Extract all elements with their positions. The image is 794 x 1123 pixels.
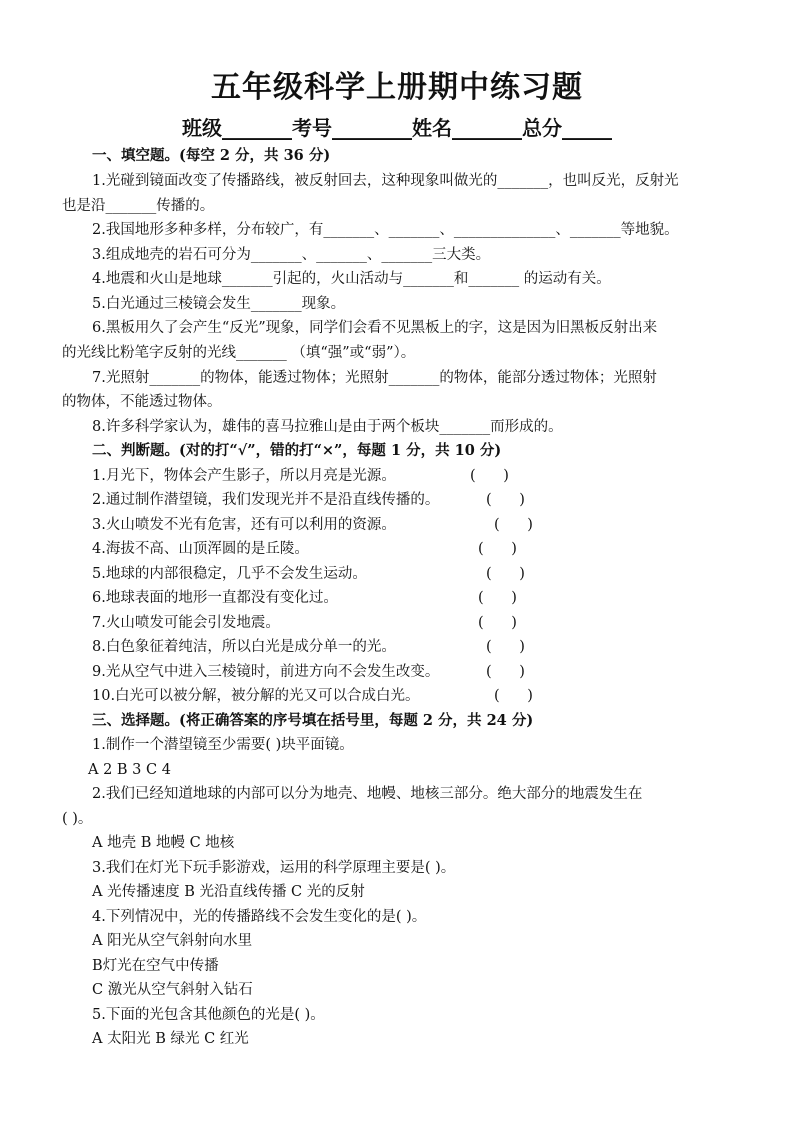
fill-question-line: 8.许多科学家认为，雄伟的喜马拉雅山是由于两个板块_______而形成的。	[92, 419, 563, 435]
judge-question-text: 4.海拔不高、山顶浑圆的是丘陵。	[92, 541, 309, 557]
fill-question-line: 也是沿_______传播的。	[62, 198, 215, 214]
fill-question-line: 7.光照射_______的物体，能透过物体；光照射_______的物体，能部分透过物体；光照射	[92, 370, 657, 386]
answer-blank: ( )	[478, 615, 517, 631]
judge-question-text: 2.通过制作潜望镜，我们发现光并不是沿直线传播的。	[92, 492, 440, 508]
judge-question-text: 6.地球表面的地形一直都没有变化过。	[92, 590, 338, 606]
choice-options-line: A 2 B 3 C 4	[88, 762, 171, 778]
choice-option-line: B灯光在空气中传播	[92, 958, 219, 974]
fill-question-line: 的物体，不能透过物体。	[62, 394, 222, 410]
answer-blank: ( )	[486, 639, 525, 655]
judge-question-text: 1.月光下，物体会产生影子，所以月亮是光源。	[92, 468, 396, 484]
page-title: 五年级科学上册期中练习题	[211, 70, 583, 105]
fill-question-line: 3.组成地壳的岩石可分为_______、_______、_______三大类。	[92, 247, 491, 263]
fill-question-line: 的光线比粉笔字反射的光线_______ （填“强”或“弱”）。	[62, 345, 416, 361]
choice-question-line: 4.下列情况中，光的传播路线不会发生变化的是( )。	[92, 909, 427, 925]
choice-options-line: A 太阳光 B 绿光 C 红光	[92, 1031, 249, 1047]
choice-option-line: A 阳光从空气斜射向水里	[92, 933, 253, 949]
judge-question-text: 9.光从空气中进入三棱镜时，前进方向不会发生改变。	[92, 664, 440, 680]
choice-options-line: A 光传播速度 B 光沿直线传播 C 光的反射	[92, 884, 365, 900]
fill-question-line: 6.黑板用久了会产生“反光”现象，同学们会看不见黑板上的字，这是因为旧黑板反射出来	[92, 320, 658, 336]
student-info-line: 班级_______考号________姓名_______总分_____	[182, 116, 612, 140]
judge-question-text: 5.地球的内部很稳定，几乎不会发生运动。	[92, 566, 367, 582]
judge-question-text: 3.火山喷发不光有危害，还有可以利用的资源。	[92, 517, 396, 533]
section-3-heading: 三、选择题。(将正确答案的序号填在括号里，每题 2 分，共 24 分)	[92, 712, 534, 729]
judge-question-text: 7.火山喷发可能会引发地震。	[92, 615, 280, 631]
section-1-heading: 一、填空题。(每空 2 分，共 36 分)	[92, 147, 331, 164]
judge-question-text: 8.白色象征着纯洁，所以白光是成分单一的光。	[92, 639, 396, 655]
fill-question-line: 2.我国地形多种多样，分布较广，有_______、_______、______________、_______等地貌。	[92, 222, 679, 238]
answer-blank: ( )	[494, 517, 533, 533]
answer-blank: ( )	[486, 566, 525, 582]
answer-blank: ( )	[486, 664, 525, 680]
answer-blank: ( )	[494, 688, 533, 704]
choice-options-line: A 地壳 B 地幔 C 地核	[92, 835, 235, 851]
choice-question-line: ( )。	[62, 811, 93, 827]
answer-blank: ( )	[478, 590, 517, 606]
answer-blank: ( )	[470, 468, 509, 484]
fill-question-line: 4.地震和火山是地球_______引起的，火山活动与_______和_______ 的运动有关。	[92, 271, 611, 287]
choice-question-line: 5.下面的光包含其他颜色的光是( )。	[92, 1007, 325, 1023]
judge-question-text: 10.白光可以被分解，被分解的光又可以合成白光。	[92, 688, 420, 704]
choice-question-line: 2.我们已经知道地球的内部可以分为地壳、地幔、地核三部分。绝大部分的地震发生在	[92, 786, 643, 802]
fill-question-line: 5.白光通过三棱镜会发生_______现象。	[92, 296, 346, 312]
choice-question-line: 1.制作一个潜望镜至少需要( )块平面镜。	[92, 737, 354, 753]
section-2-heading: 二、判断题。(对的打“√”，错的打“×”，每题 1 分，共 10 分)	[92, 442, 502, 459]
answer-blank: ( )	[478, 541, 517, 557]
choice-option-line: C 激光从空气斜射入钻石	[92, 982, 253, 998]
choice-question-line: 3.我们在灯光下玩手影游戏，运用的科学原理主要是( )。	[92, 860, 456, 876]
answer-blank: ( )	[486, 492, 525, 508]
fill-question-line: 1.光碰到镜面改变了传播路线，被反射回去，这种现象叫做光的_______，也叫反光，反射光	[92, 173, 679, 189]
